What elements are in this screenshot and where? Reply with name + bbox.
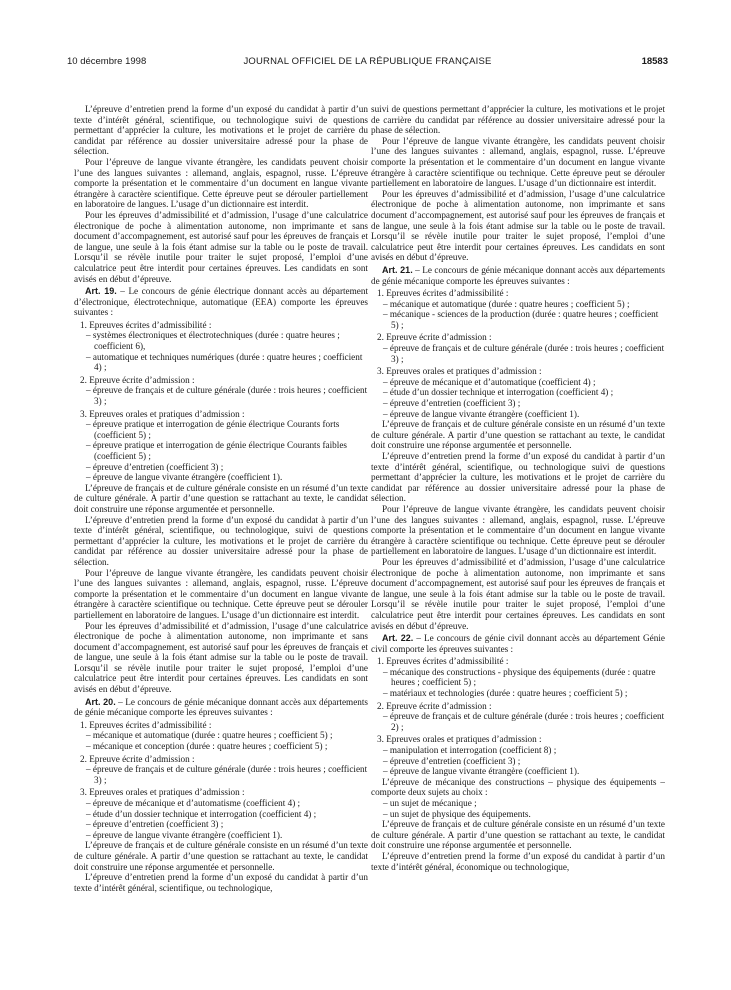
numbered-heading: 1. Epreuves écrites d’admissibilité : — [377, 288, 509, 299]
numbered-heading: 2. Epreuve écrite d’admission : — [80, 374, 195, 385]
article-paragraph — [74, 286, 368, 318]
article-paragraph — [74, 697, 368, 718]
numbered-heading: 3. Epreuves orales et pratiques d’admission : — [377, 366, 542, 377]
paragraph: Pour l’épreuve de langue vivante étrangère, les candidats peuvent choisir l’une des langues suivantes : allemand, anglais, espagnol, russe. L’épreuve comporte la présentation et le commentaire d’un document en langue vivante étrangère à caractère scientifique. Cette épreuve peut se dérouler partiellement en laboratoire de langues. L’usage d’un dictionnaire est interdit. — [74, 156, 368, 210]
list-item: – épreuve de mécanique et d’automatique (coefficient 4) ; — [383, 376, 596, 387]
list-item: – épreuve pratique et interrogation de génie électrique Courants faibles (coefficient 5) ; — [86, 440, 347, 461]
paragraph: Pour les épreuves d’admissibilité et d’admission, l’usage d’une calculatrice électronique de poche à alimentation autonome, non imprimante et sans document d’accompagnement, est autorisé sauf pour les épreuves de français et de langue, une seule à la fois étant admise sur la table ou le poste de travail. Lorsqu’il se révèle inutile pour traiter le sujet proposé, l’emploi d’une calculatrice peut être interdit pour certaines épreuves. Les candidats en sont avisés en début d’épreuve. — [74, 620, 368, 695]
article-paragraph — [371, 633, 665, 654]
list-item: – mécanique et automatique (durée : quatre heures ; coefficient 5) ; — [86, 730, 333, 741]
paragraph: L’épreuve d’entretien prend la forme d’un exposé du candidat à partir d’un texte d’intérêt général, scientifique, ou technologique suivi de questions permettant d’apprécier la culture, les motivations et le projet de carrière du candidat par référence au dossier universitaire adressé pour la phase de sélection. — [371, 451, 665, 504]
list-item: – matériaux et technologies (durée : quatre heures ; coefficient 5) ; — [383, 688, 628, 699]
numbered-heading: 1. Epreuves écrites d’admissibilité : — [80, 319, 212, 330]
numbered-heading: 1. Epreuves écrites d’admissibilité : — [377, 656, 509, 667]
paragraph: Pour l’épreuve de langue vivante étrangère, les candidats peuvent choisir l’une des langues suivantes : allemand, anglais, espagnol, russe. L’épreuve comporte la présentation et le commentaire d’un document en langue vivante étrangère à caractère scientifique ou technique. Cette épreuve peut se dérouler partiellement en laboratoire de langues. L’usage d’un dictionnaire est interdit. — [371, 503, 665, 557]
paragraph: L’épreuve de français et de culture générale consiste en un résumé d’un texte de culture générale. A partir d’une question se rattachant au texte, le candidat doit construire une réponse argumentée et personnelle. — [74, 482, 368, 514]
journal-title: JOURNAL OFFICIEL DE LA RÉPUBLIQUE FRANÇAISE — [243, 56, 492, 67]
list-item: – épreuve d’entretien (coefficient 3) ; — [86, 461, 224, 472]
numbered-heading: 3. Epreuves orales et pratiques d’admission : — [80, 408, 245, 419]
paragraph: L’épreuve de français et de culture générale consiste en un résumé d’un texte de culture générale. A partir d’une question se rattachant au texte, le candidat doit construire une réponse argumentée et personnelle. — [371, 819, 665, 851]
list-item: – mécanique - sciences de la production (durée : quatre heures ; coefficient 5) ; — [383, 309, 659, 330]
list-item: – épreuve de français et de culture générale (durée : trois heures ; coefficient 2) ; — [383, 711, 665, 732]
list-item: – épreuve de français et de culture générale (durée : trois heures ; coefficient 3) ; — [383, 343, 665, 364]
paragraph: L’épreuve d’entretien prend la forme d’un exposé du candidat à partir d’un texte d’intérêt général, scientifique, ou technologique, — [74, 872, 368, 893]
list-item: – épreuve de français et de culture générale (durée : trois heures ; coefficient 3) ; — [86, 764, 368, 785]
paragraph: Pour les épreuves d’admissibilité et d’admission, l’usage d’une calculatrice électronique de poche à alimentation autonome, non imprimante et sans document d’accompagnement, est autorisé sauf pour les épreuves de français et de langue, une seule à la fois étant admise sur la table ou le poste de travail. Lorsqu’il se révèle inutile pour traiter le sujet proposé, l’emploi d’une calculatrice peut être interdit pour certaines épreuves. Les candidats en sont avisés en début d’épreuve. — [74, 209, 368, 284]
list-item: – épreuve de français et de culture générale (durée : trois heures ; coefficient 3) ; — [86, 385, 368, 407]
paragraph: Pour l’épreuve de langue vivante étrangère, les candidats peuvent choisir l’une des langues suivantes : allemand, anglais, espagnol, russe. L’épreuve comporte la présentation et le commentaire d’un document en langue vivante étrangère à caractère scientifique ou technique. Cette épreuve peut se dérouler partiellement en laboratoire de langues. L’usage d’un dictionnaire est interdit. — [371, 135, 665, 189]
article-label: Art. 22. — [382, 633, 414, 644]
paragraph: L’épreuve d’entretien prend la forme d’un exposé du candidat à partir d’un texte d’intérêt général, économique ou technologique, — [371, 850, 665, 872]
list-item: – épreuve de langue vivante étrangère (coefficient 1). — [86, 829, 283, 840]
paragraph: L’épreuve de français et de culture générale consiste en un résumé d’un texte de culture générale. A partir d’une question se rattachant au texte, le candidat doit construire une réponse argumentée et personnelle. — [74, 840, 368, 872]
paragraph: suivi de questions permettant d’apprécier la culture, les motivations et le projet de carrière du candidat par référence au dossier universitaire adressé pour la phase de sélection. — [371, 104, 665, 136]
right-column — [371, 104, 665, 964]
article-label: Art. 21. — [382, 264, 413, 275]
numbered-heading: 2. Epreuve écrite d’admission : — [377, 700, 492, 711]
list-item: – un sujet de physique des équipements. — [383, 808, 531, 819]
list-item: – épreuve d’entretien (coefficient 3) ; — [383, 398, 521, 409]
list-item: – épreuve d’entretien (coefficient 3) ; — [86, 819, 224, 830]
list-item: – épreuve de langue vivante étrangère (coefficient 1). — [86, 472, 283, 483]
numbered-heading: 1. Epreuves écrites d’admissibilité : — [80, 719, 212, 730]
list-item: – épreuve de langue vivante étrangère (coefficient 1). — [383, 766, 580, 777]
page-header — [67, 56, 668, 70]
article-label: Art. 19. — [85, 286, 117, 297]
list-item: – épreuve de langue vivante étrangère (coefficient 1). — [383, 408, 580, 419]
paragraph: Pour les épreuves d’admissibilité et d’admission, l’usage d’une calculatrice électronique de poche à alimentation autonome, non imprimante et sans document d’accompagnement, est autorisé sauf pour les épreuves de français et de langue, une seule à la fois étant admise sur la table ou le poste de travail. Lorsqu’il se révèle inutile pour traiter le sujet proposé, l’emploi d’une calculatrice peut être interdit pour certaines épreuves. Les candidats en sont avisés en début d’épreuve. — [371, 188, 665, 263]
list-item: – un sujet de mécanique ; — [383, 798, 477, 808]
list-item: – manipulation et interrogation (coefficient 8) ; — [383, 745, 557, 756]
numbered-heading: 2. Epreuve écrite d’admission : — [80, 753, 195, 764]
article-text: – Le concours de génie mécanique donnant accès aux départements de génie mécanique comporte les épreuves suivantes : — [74, 696, 368, 718]
article-label: Art. 20. — [85, 696, 116, 707]
list-item: – mécanique et conception (durée : quatre heures ; coefficient 5) ; — [86, 741, 328, 752]
left-column — [74, 104, 368, 964]
article-paragraph — [371, 265, 665, 286]
list-item: – épreuve de mécanique et d’automatisme (coefficient 4) ; — [86, 798, 301, 808]
numbered-heading: 2. Epreuve écrite d’admission : — [377, 332, 492, 343]
article-text: – Le concours de génie mécanique donnant accès aux départements de génie mécanique comporte les épreuves suivantes : — [371, 264, 665, 286]
numbered-heading: 3. Epreuves orales et pratiques d’admission : — [80, 787, 245, 798]
header-date: 10 décembre 1998 — [67, 56, 147, 67]
article-text: – Le concours de génie civil donnant accès au département Génie civil comporte les épreuves suivantes : — [371, 633, 665, 654]
article-text: – Le concours de génie électrique donnant accès au département d’électronique, électrotechnique, automatique (EEA) comporte les épreuves suivantes : — [74, 286, 368, 318]
paragraph: Pour les épreuves d’admissibilité et d’admission, l’usage d’une calculatrice électronique de poche à alimentation autonome, non imprimante et sans document d’accompagnement, est autorisé sauf pour les épreuves de français et de langue, une seule à la fois étant admise sur la table ou le poste de travail. Lorsqu’il se révèle inutile pour traiter le sujet proposé, l’emploi d’une calculatrice peut être interdit pour certaines épreuves. Les candidats en sont avisés en début d’épreuve. — [371, 556, 665, 631]
list-item: – épreuve d’entretien (coefficient 3) ; — [383, 755, 521, 766]
paragraph: L’épreuve de français et de culture générale consiste en un résumé d’un texte de culture générale. A partir d’une question se rattachant au texte, le candidat doit construire une réponse argumentée et personnelle. — [371, 419, 665, 451]
page-number: 18583 — [641, 56, 668, 67]
list-item: – systèmes électroniques et électrotechniques (durée : quatre heures ; coefficient 6), — [86, 330, 340, 352]
paragraph: L’épreuve d’entretien prend la forme d’un exposé du candidat à partir d’un texte d’intérêt général, scientifique, ou technologique suivi de questions permettant d’apprécier la culture, les motivations et le projet de carrière du candidat par référence au dossier universitaire adressé pour la phase de sélection. — [74, 104, 368, 157]
list-item: – épreuve pratique et interrogation de génie électrique Courants forts (coefficient 5) ; — [86, 419, 340, 440]
paragraph: Pour l’épreuve de langue vivante étrangère, les candidats peuvent choisir l’une des langues suivantes : allemand, anglais, espagnol, russe. L’épreuve comporte la présentation et le commentaire d’un document en langue vivante étrangère à caractère scientifique ou technique. Cette épreuve peut se dérouler partiellement en laboratoire de langues. L’usage d’un dictionnaire est interdit. — [74, 567, 368, 620]
numbered-heading: 3. Epreuves orales et pratiques d’admission : — [377, 734, 542, 745]
list-item: – étude d’un dossier technique et interrogation (coefficient 4) ; — [86, 808, 317, 819]
paragraph: L’épreuve de mécanique des constructions – physique des équipements – comporte deux sujets au choix : — [371, 776, 665, 798]
list-item: – étude d’un dossier technique et interrogation (coefficient 4) ; — [383, 387, 614, 398]
list-item: – mécanique des constructions - physique des équipements (durée : quatre heures ; coefficient 5) ; — [383, 666, 656, 688]
list-item: – mécanique et automatique (durée : quatre heures ; coefficient 5) ; — [383, 298, 630, 309]
paragraph: L’épreuve d’entretien prend la forme d’un exposé du candidat à partir d’un texte d’intérêt général, scientifique, ou technologique, suivi de questions permettant d’apprécier la culture, les motivations et le projet de carrière du candidat par référence au dossier universitaire adressé pour la phase de sélection. — [74, 514, 368, 567]
list-item: – automatique et techniques numériques (durée : quatre heures ; coefficient 4) ; — [86, 351, 363, 373]
